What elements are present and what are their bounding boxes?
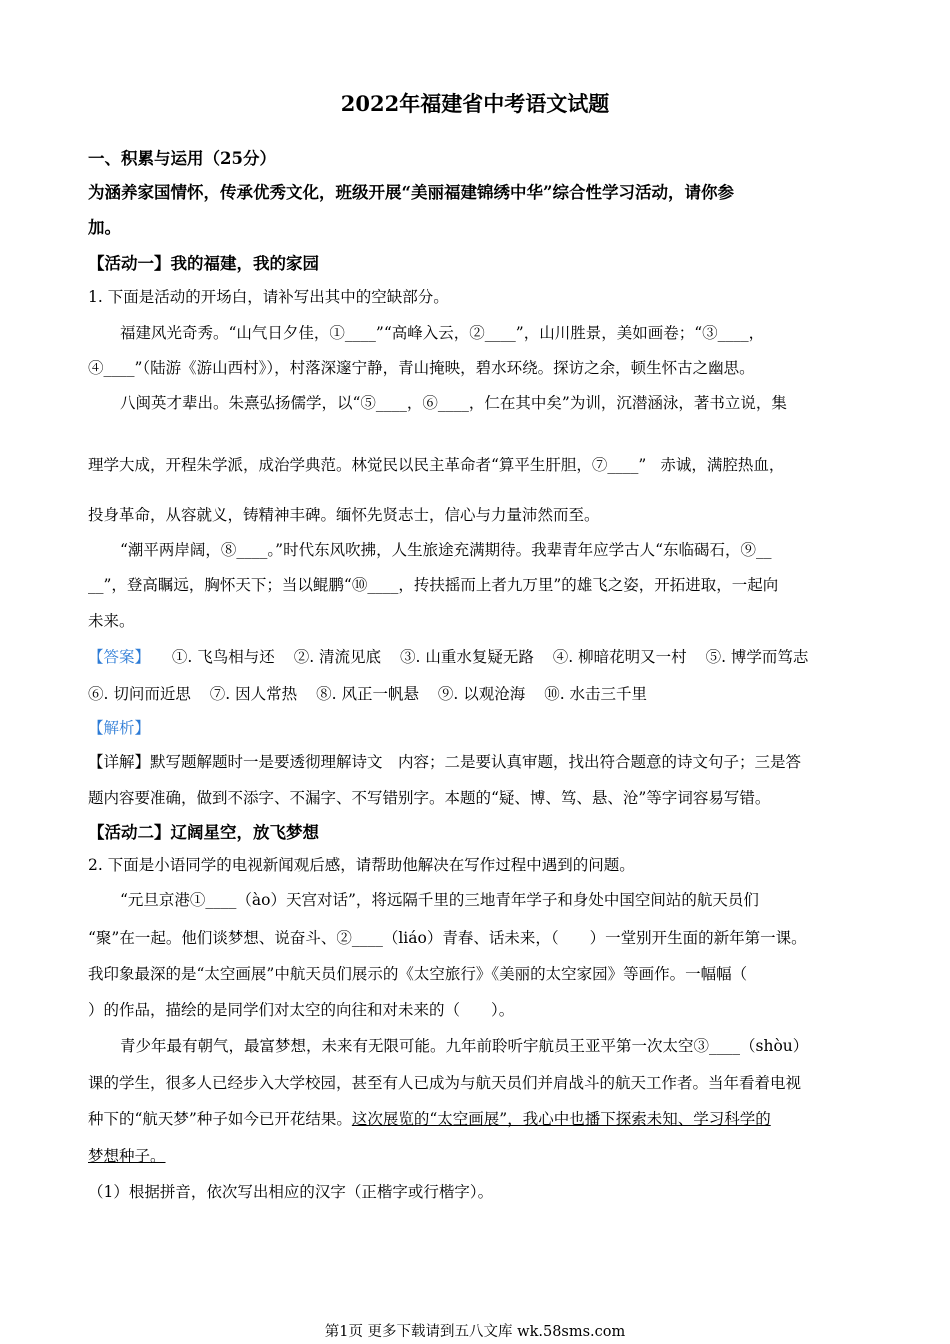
answer-item: ②. 清流见底	[293, 648, 382, 666]
answer-row-2	[88, 682, 862, 704]
activity-two-heading: 【活动二】辽阔星空，放飞梦想	[88, 823, 319, 842]
passage-line: 未来。	[88, 612, 135, 630]
answer-row-1	[88, 645, 862, 667]
underlined-sentence: 这次展览的“太空画展”，我心中也播下探索未知、学习科学的	[351, 1110, 771, 1128]
activity-one-heading: 【活动一】我的福建，我的家园	[88, 254, 319, 273]
passage-text: 理学大成，开程朱学派，成治学典范。林觉民以民主革命者“算平生肝胆，⑦____”	[88, 456, 647, 474]
answer-item: ③. 山重水复疑无路	[399, 648, 534, 666]
passage-line: “潮平两岸阔，⑧____。”时代东风吹拂，人生旅途充满期待。我辈青年应学古人“东临碣石，⑨__	[120, 541, 772, 559]
article-line: 课的学生，很多人已经步入大学校园，甚至有人已成为与航天员们并肩战斗的航天工作者。当年看着电视	[88, 1074, 802, 1092]
article-line: 我印象最深的是“太空画展”中航天员们展示的《太空旅行》《美丽的太空家园》等画作。一幅幅（	[88, 965, 748, 983]
answer-item: ⑩. 水击三千里	[544, 685, 648, 703]
article-text: 种下的“航天梦”种子如今已开花结果。	[88, 1110, 352, 1128]
intro-line-2: 加。	[88, 218, 121, 237]
underlined-sentence: 梦想种子。	[88, 1147, 166, 1165]
sub-question-1: （1）根据拼音，依次写出相应的汉字（正楷字或行楷字）。	[88, 1183, 494, 1201]
article-line: ）的作品，描绘的是同学们对太空的向往和对未来的（ ）。	[88, 1001, 515, 1019]
passage-line: 八闽英才辈出。朱熹弘扬儒学，以“⑤____，⑥____，仁在其中矣”为训，沉潜涵泳，著书立说，集	[120, 394, 787, 412]
answer-item: ④. 柳暗花明又一村	[552, 648, 687, 666]
answer-item: ⑦. 因人常热	[209, 685, 298, 703]
question-1: 1. 下面是活动的开场白，请补写出其中的空缺部分。	[88, 288, 449, 306]
answer-item: ⑤. 博学而笃志	[705, 648, 809, 666]
article-line: 青少年最有朝气，最富梦想，未来有无限可能。九年前聆听宇航员王亚平第一次太空③____（shòu）	[120, 1037, 809, 1055]
page-title: 2022年福建省中考语文试题	[340, 91, 610, 116]
passage-text: 赤诚，满腔热血，	[660, 456, 785, 474]
article-line	[88, 1144, 862, 1166]
article-line: “聚”在一起。他们谈梦想、说奋斗、②____（liáo）青春、话未来，（ ）一堂别开生面的新年第一课。	[88, 929, 807, 947]
page-footer: 第1页 更多下载请到五八文库 wk.58sms.com	[324, 1324, 626, 1340]
answer-label: 【答案】	[88, 648, 151, 666]
answer-item: ⑥. 切问而近思	[88, 685, 191, 703]
question-2: 2. 下面是小语同学的电视新闻观后感，请帮助他解决在写作过程中遇到的问题。	[88, 856, 635, 874]
passage-line: __”，登高瞩远，胸怀天下；当以鲲鹏“⑩____，抟扶摇而上者九万里”的雄飞之姿，开拓进取，一起向	[88, 576, 779, 594]
passage-line	[88, 453, 862, 475]
detail-line: 题内容要准确，做到不添字、不漏字、不写错别字。本题的“疑、博、笃、悬、沧”等字词容易写错。	[88, 789, 771, 807]
detail-line: 【详解】默写题解题时一是要透彻理解诗文 内容；二是要认真审题，找出符合题意的诗文句子；三是答	[88, 753, 802, 771]
article-line: “元旦京港①____（ào）天宫对话”，将远隔千里的三地青年学子和身处中国空间站的航天员们	[120, 891, 759, 909]
passage-line: 福建风光奇秀。“山气日夕佳，①____”“高峰入云，②____”，山川胜景，美如画卷；“③____，	[120, 324, 765, 342]
answer-item: ⑨. 以观沧海	[437, 685, 526, 703]
passage-line: 投身革命，从容就义，铸精神丰碑。缅怀先贤志士，信心与力量沛然而至。	[88, 506, 600, 524]
analysis-label: 【解析】	[88, 719, 151, 737]
intro-line-1: 为涵养家国情怀，传承优秀文化，班级开展“美丽福建锦绣中华”综合性学习活动，请你参	[88, 183, 734, 202]
article-line	[88, 1107, 862, 1129]
passage-line: ④____”（陆游《游山西村》），村落深邃宁静，青山掩映，碧水环绕。探访之余，顿生怀古之幽思。	[88, 359, 755, 377]
answer-item: ⑧. 风正一帆悬	[316, 685, 419, 703]
answer-item: ①. 飞鸟相与还	[171, 648, 275, 666]
section-heading: 一、积累与运用（25分）	[88, 149, 276, 168]
